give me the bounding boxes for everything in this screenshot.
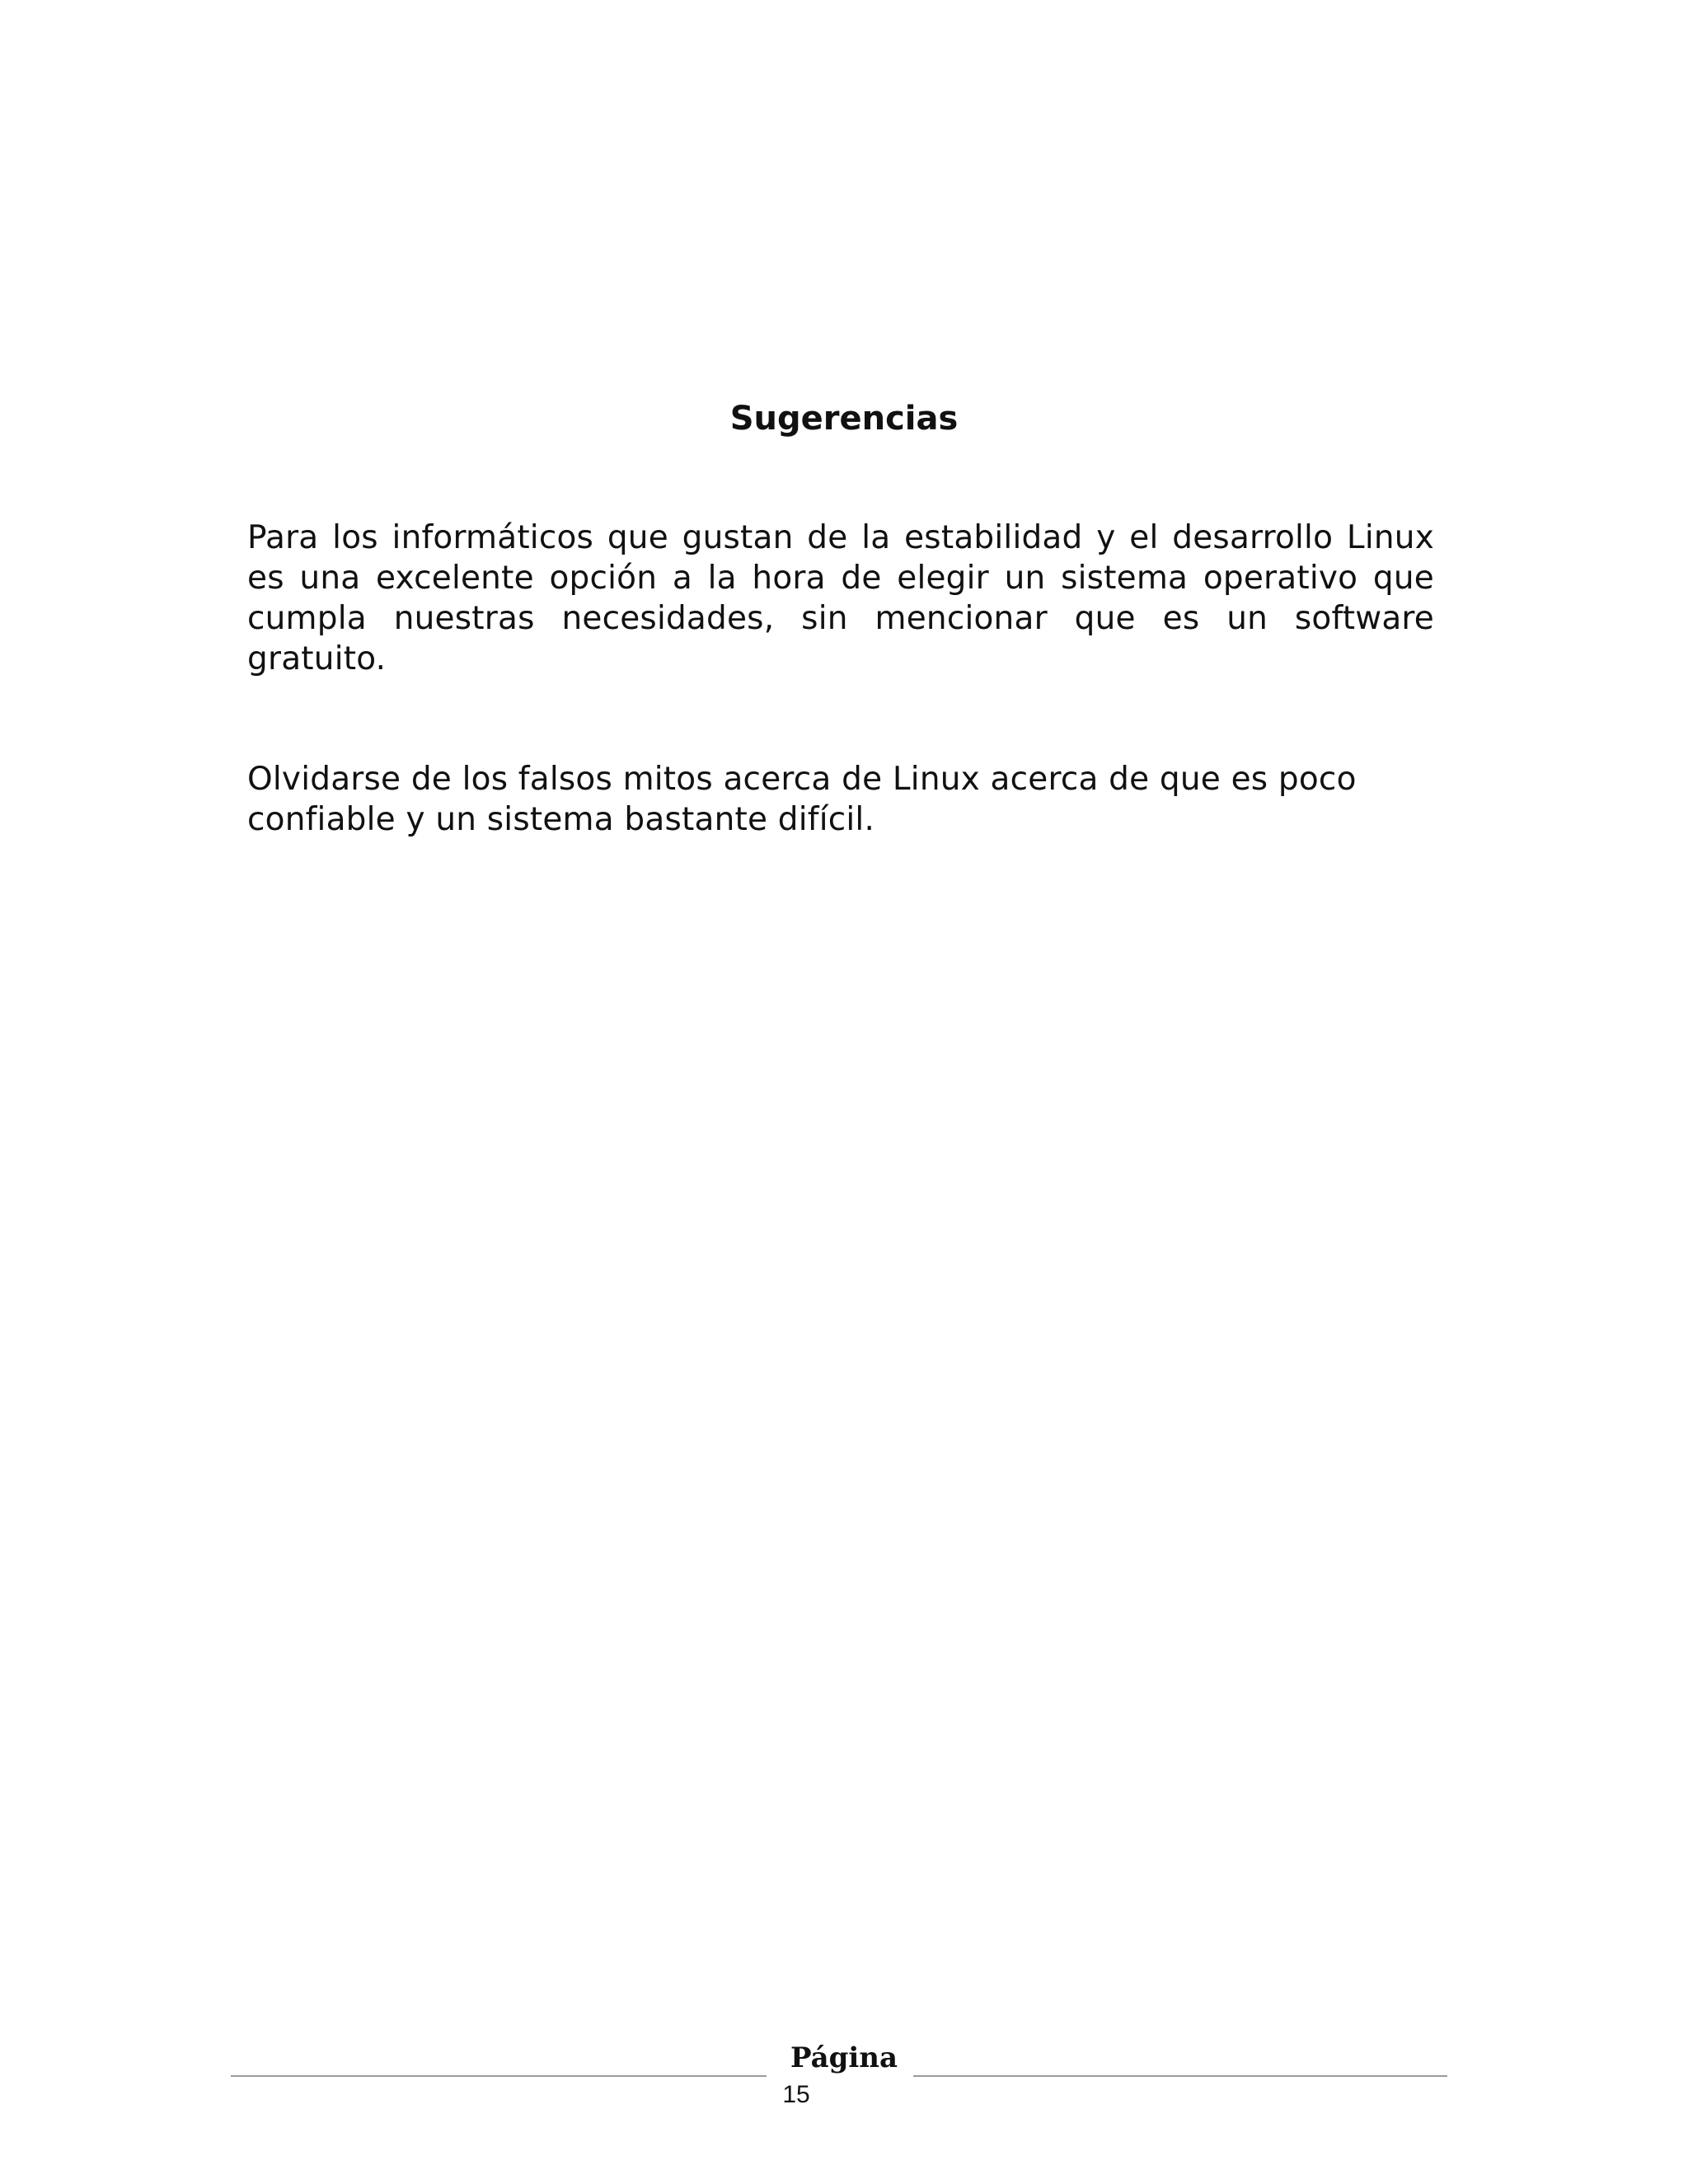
- paragraph-linux-recommendation: Para los informáticos que gustan de la estabilidad y el desarrollo Linux es una excelente opción a la hora de elegir un sistema operativo que cumpla nuestras necesidades, sin mencionar que es un software gratuito.: [247, 519, 1434, 677]
- section-heading: Sugerencias: [729, 400, 959, 438]
- footer-page-number: 15: [782, 2081, 810, 2108]
- footer-page-label: Página: [790, 2041, 898, 2074]
- paragraph-myths: Olvidarse de los falsos mitos acerca de Linux acerca de que es poco confiable y un sistema bastante difícil.: [247, 761, 1357, 838]
